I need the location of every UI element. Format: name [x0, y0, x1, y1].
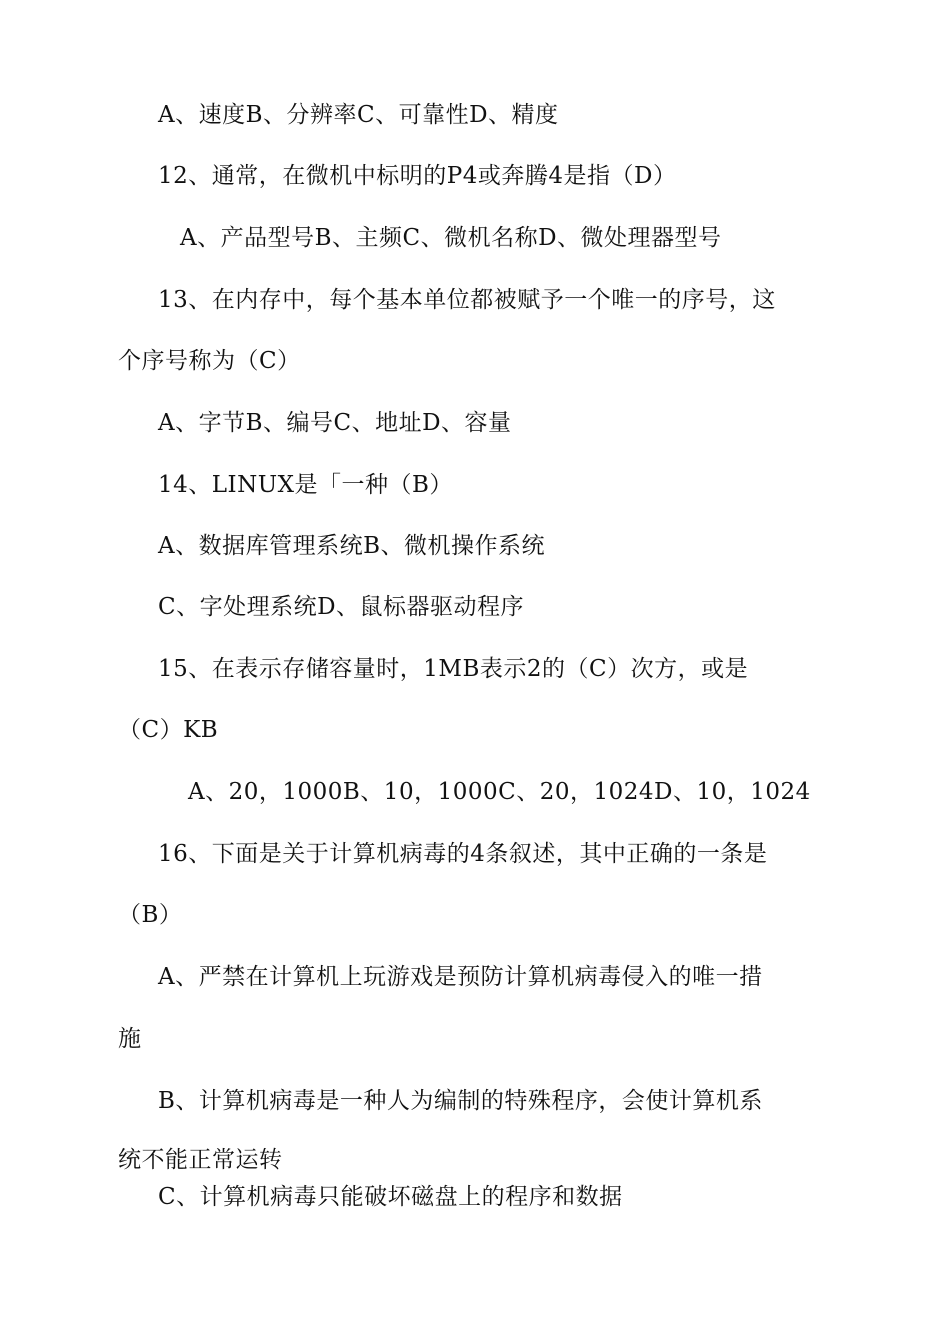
option-line-q11: A、速度B、分辨率C、可靠性D、精度 — [158, 102, 559, 128]
option-line-q13: A、字节B、编号C、地址D、容量 — [158, 410, 512, 436]
question-line-q15: 15、在表示存储容量时，1MB表示2的（C）次方，或是 — [158, 656, 749, 682]
question-line-q16-cont: （B） — [118, 902, 183, 928]
question-line-q16: 16、下面是关于计算机病毒的4条叙述，其中正确的一条是 — [158, 841, 768, 867]
question-line-q15-cont: （C）KB — [118, 717, 219, 743]
option-line-q16-a-cont: 施 — [118, 1026, 142, 1052]
question-line-q13: 13、在内存中，每个基本单位都被赋予一个唯一的序号，这 — [158, 287, 776, 313]
option-line-q16-c: C、计算机病毒只能破坏磁盘上的程序和数据 — [158, 1184, 623, 1210]
question-line-q13-cont: 个序号称为（C） — [118, 348, 301, 374]
option-line-q14-c: C、字处理系统D、鼠标器驱动程序 — [158, 594, 525, 620]
option-line-q14-a: A、数据库管理系统B、微机操作系统 — [158, 533, 546, 559]
question-line-q12: 12、通常，在微机中标明的P4或奔腾4是指（D） — [158, 163, 677, 189]
option-line-q15: A、20，1000B、10，1000C、20，1024D、10，1024 — [188, 779, 811, 805]
option-line-q16-a: A、严禁在计算机上玩游戏是预防计算机病毒侵入的唯一措 — [158, 964, 763, 990]
option-line-q12: A、产品型号B、主频C、微机名称D、微处理器型号 — [180, 225, 722, 251]
option-line-q16-b-cont: 统不能正常运转 — [118, 1147, 283, 1173]
option-line-q16-b: B、计算机病毒是一种人为编制的特殊程序，会使计算机系 — [158, 1088, 763, 1114]
question-line-q14: 14、LINUX是「一种（B） — [158, 472, 453, 498]
